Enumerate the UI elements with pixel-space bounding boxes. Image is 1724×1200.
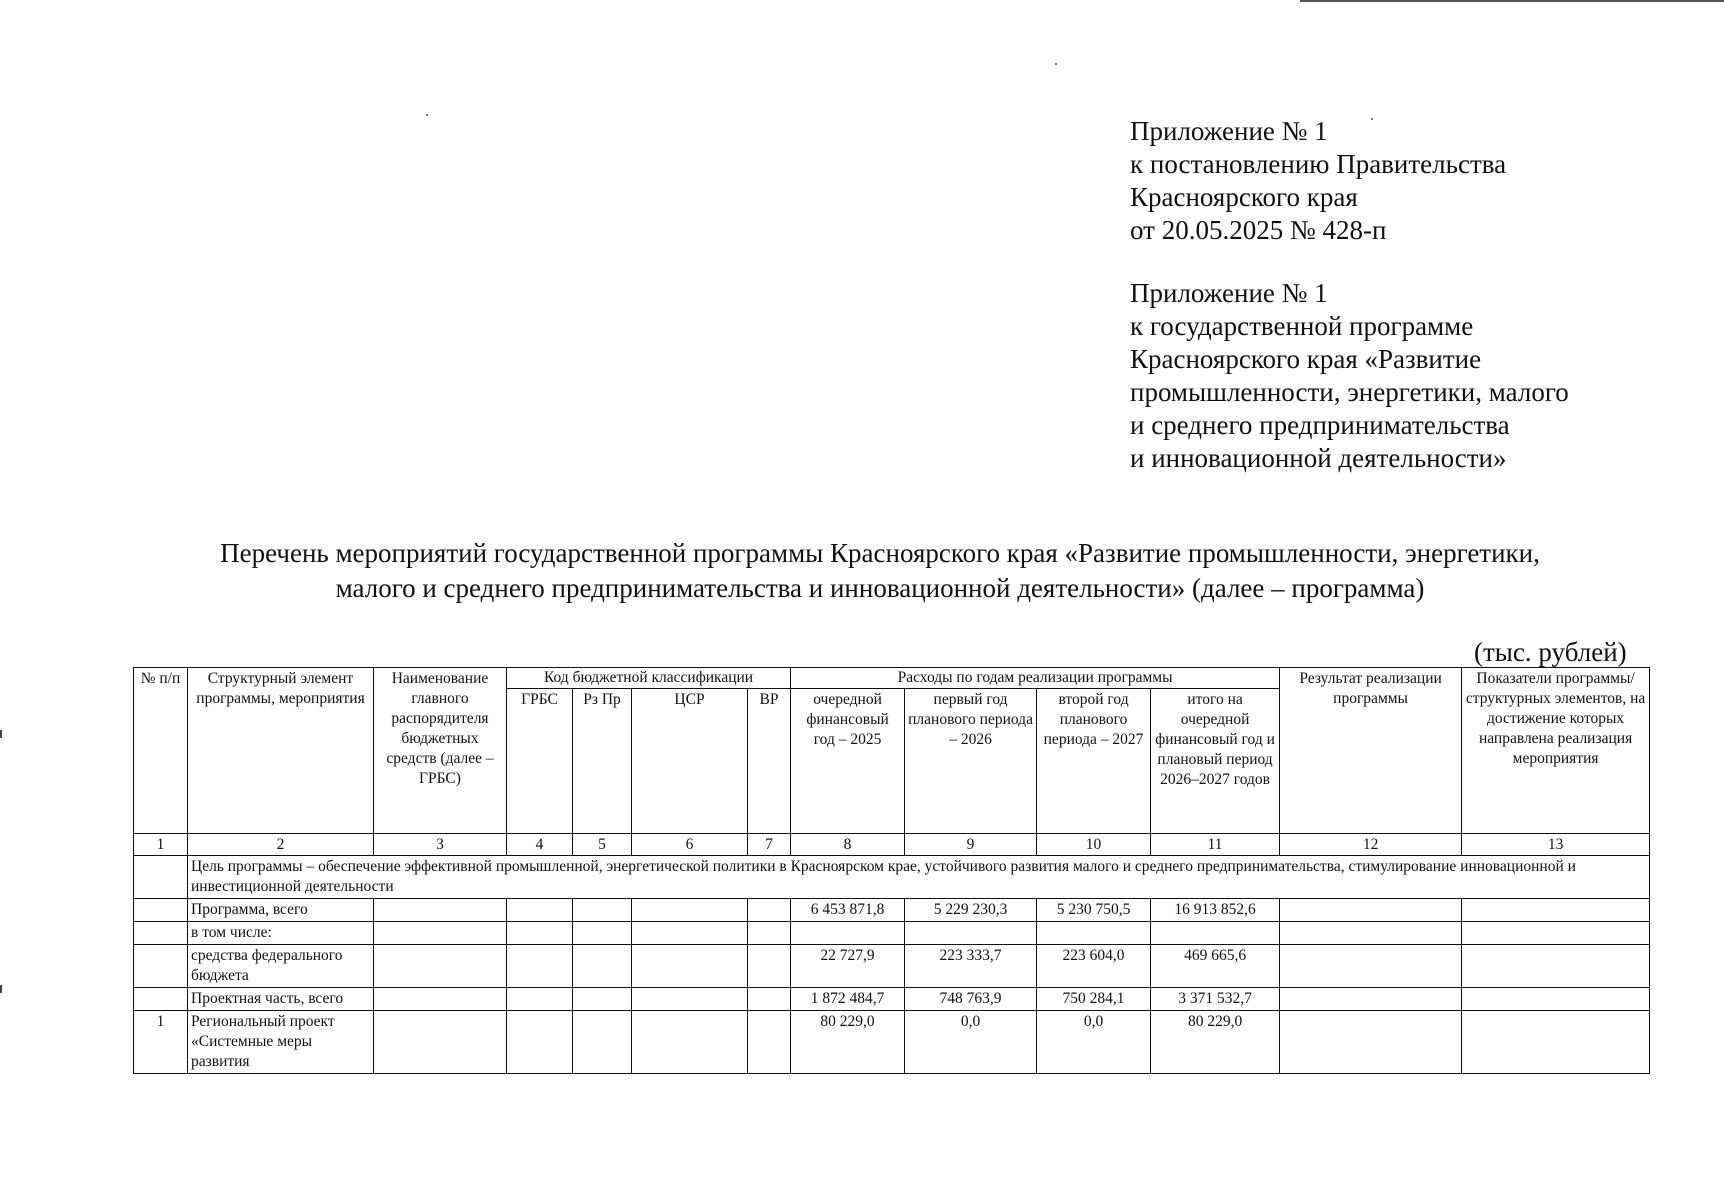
table-row [134, 1011, 1650, 1074]
appendix-line: к постановлению Правительства [1130, 149, 1507, 179]
row-csr [632, 945, 748, 988]
appendix-line: и инновационной деятельности» [1130, 443, 1507, 473]
header-result: Результат реализации программы [1280, 668, 1462, 834]
goal-row [134, 856, 1650, 899]
column-number: 12 [1280, 834, 1462, 856]
row-element: Программа, всего [188, 899, 374, 922]
header-total: итого на очередной финансовый год и плановый период 2026–2027 годов [1151, 689, 1280, 834]
row-csr [632, 899, 748, 922]
row-result [1280, 922, 1462, 945]
row-csr [632, 922, 748, 945]
row-no [134, 988, 188, 1011]
row-grbs [507, 899, 573, 922]
scan-edge-mark [0, 730, 2, 738]
row-year-2025: 80 229,0 [791, 1011, 905, 1074]
row-no: 1 [134, 1011, 188, 1074]
row-indicators [1462, 1011, 1650, 1074]
row-rzpr [573, 899, 632, 922]
row-element: Региональный проект «Системные меры развития [188, 1011, 374, 1074]
row-grbs [507, 922, 573, 945]
row-indicators [1462, 922, 1650, 945]
row-year-2026: 223 333,7 [905, 945, 1037, 988]
row-result [1280, 899, 1462, 922]
table-row [134, 945, 1650, 988]
row-rzpr [573, 945, 632, 988]
column-number: 2 [188, 834, 374, 856]
appendix-header-resolution [1130, 115, 1690, 247]
header-rzpr: Рз Пр [573, 689, 632, 834]
column-number: 1 [134, 834, 188, 856]
row-total [1151, 922, 1280, 945]
table-header-row [134, 668, 1650, 689]
scan-edge-line [1300, 0, 1724, 2]
row-result [1280, 1011, 1462, 1074]
row-no [134, 899, 188, 922]
row-year-2026: 748 763,9 [905, 988, 1037, 1011]
row-year-2027: 5 230 750,5 [1037, 899, 1151, 922]
row-grbs [507, 1011, 573, 1074]
row-grbs-name [374, 945, 507, 988]
appendix-line: Приложение № 1 [1130, 116, 1328, 146]
row-rzpr [573, 988, 632, 1011]
header-no: № п/п [134, 668, 188, 834]
table-row [134, 899, 1650, 922]
row-no [134, 945, 188, 988]
row-year-2026 [905, 922, 1037, 945]
row-year-2026: 0,0 [905, 1011, 1037, 1074]
program-goal: Цель программы – обеспечение эффективной промышленной, энергетической политики в Красноярском крае, устойчивого развития малого и среднего предпринимательства, стимулирование инновационной и инвестиционной деятельности [188, 856, 1650, 899]
table-row [134, 922, 1650, 945]
row-vr [748, 945, 791, 988]
row-grbs-name [374, 988, 507, 1011]
row-indicators [1462, 899, 1650, 922]
row-element: Проектная часть, всего [188, 988, 374, 1011]
row-total: 80 229,0 [1151, 1011, 1280, 1074]
row-indicators [1462, 945, 1650, 988]
row-rzpr [573, 922, 632, 945]
row-year-2025: 6 453 871,8 [791, 899, 905, 922]
row-vr [748, 899, 791, 922]
column-number: 10 [1037, 834, 1151, 856]
row-year-2027 [1037, 922, 1151, 945]
header-csr: ЦСР [632, 689, 748, 834]
row-total: 16 913 852,6 [1151, 899, 1280, 922]
row-result [1280, 945, 1462, 988]
row-grbs [507, 988, 573, 1011]
row-year-2025: 22 727,9 [791, 945, 905, 988]
program-activities-table [133, 667, 1650, 1074]
appendix-header-program [1130, 277, 1690, 475]
row-result [1280, 988, 1462, 1011]
column-number: 11 [1151, 834, 1280, 856]
column-number: 9 [905, 834, 1037, 856]
document-title [60, 536, 1700, 606]
column-number: 4 [507, 834, 573, 856]
appendix-line: от 20.05.2025 № 428-п [1130, 215, 1387, 245]
row-element: в том числе: [188, 922, 374, 945]
column-numbers-row [134, 834, 1650, 856]
row-no [134, 922, 188, 945]
row-rzpr [573, 1011, 632, 1074]
row-year-2027: 750 284,1 [1037, 988, 1151, 1011]
row-year-2027: 0,0 [1037, 1011, 1151, 1074]
row-year-2025: 1 872 484,7 [791, 988, 905, 1011]
row-vr [748, 1011, 791, 1074]
header-expenses-group: Расходы по годам реализации программы [791, 668, 1280, 689]
column-number: 7 [748, 834, 791, 856]
header-grbs-name: Наименование главного распорядителя бюджетных средств (далее – ГРБС) [374, 668, 507, 834]
row-grbs [507, 945, 573, 988]
row-total: 469 665,6 [1151, 945, 1280, 988]
column-number: 8 [791, 834, 905, 856]
document-title-line-1: Перечень мероприятий государственной программы Красноярского края «Развитие промышленности, энергетики, [220, 538, 1540, 568]
row-year-2026: 5 229 230,3 [905, 899, 1037, 922]
scan-speck [426, 114, 428, 116]
appendix-line: Красноярского края [1130, 182, 1358, 212]
column-number: 13 [1462, 834, 1650, 856]
column-number: 5 [573, 834, 632, 856]
column-number: 3 [374, 834, 507, 856]
row-csr [632, 1011, 748, 1074]
scan-edge-mark [0, 985, 2, 993]
appendix-line: Красноярского края «Развитие [1130, 344, 1482, 374]
row-total: 3 371 532,7 [1151, 988, 1280, 1011]
appendix-line: к государственной программе [1130, 311, 1474, 341]
row-csr [632, 988, 748, 1011]
document-title-line-2: малого и среднего предпринимательства и инновационной деятельности» (далее – программа) [335, 573, 1425, 603]
header-year-2026: первый год планового периода – 2026 [905, 689, 1037, 834]
row-vr [748, 988, 791, 1011]
row-year-2027: 223 604,0 [1037, 945, 1151, 988]
row-element: средства федерального бюджета [188, 945, 374, 988]
row-vr [748, 922, 791, 945]
header-indicators: Показатели программы/ структурных элементов, на достижение которых направлена реализация мероприятия [1462, 668, 1650, 834]
row-indicators [1462, 988, 1650, 1011]
row-grbs-name [374, 899, 507, 922]
header-kbk-group: Код бюджетной классификации [507, 668, 791, 689]
header-year-2025: очередной финансовый год – 2025 [791, 689, 905, 834]
row-grbs-name [374, 1011, 507, 1074]
header-vr: ВР [748, 689, 791, 834]
units-label: (тыс. рублей) [1474, 637, 1627, 667]
table-row [134, 988, 1650, 1011]
header-year-2027: второй год планового периода – 2027 [1037, 689, 1151, 834]
row-year-2025 [791, 922, 905, 945]
header-grbs: ГРБС [507, 689, 573, 834]
appendix-line: Приложение № 1 [1130, 278, 1328, 308]
appendix-line: и среднего предпринимательства [1130, 410, 1510, 440]
column-number: 6 [632, 834, 748, 856]
goal-no-cell [134, 856, 188, 899]
row-grbs-name [374, 922, 507, 945]
appendix-line: промышленности, энергетики, малого [1130, 377, 1569, 407]
scan-speck [1055, 63, 1057, 65]
header-element: Структурный элемент программы, мероприятия [188, 668, 374, 834]
